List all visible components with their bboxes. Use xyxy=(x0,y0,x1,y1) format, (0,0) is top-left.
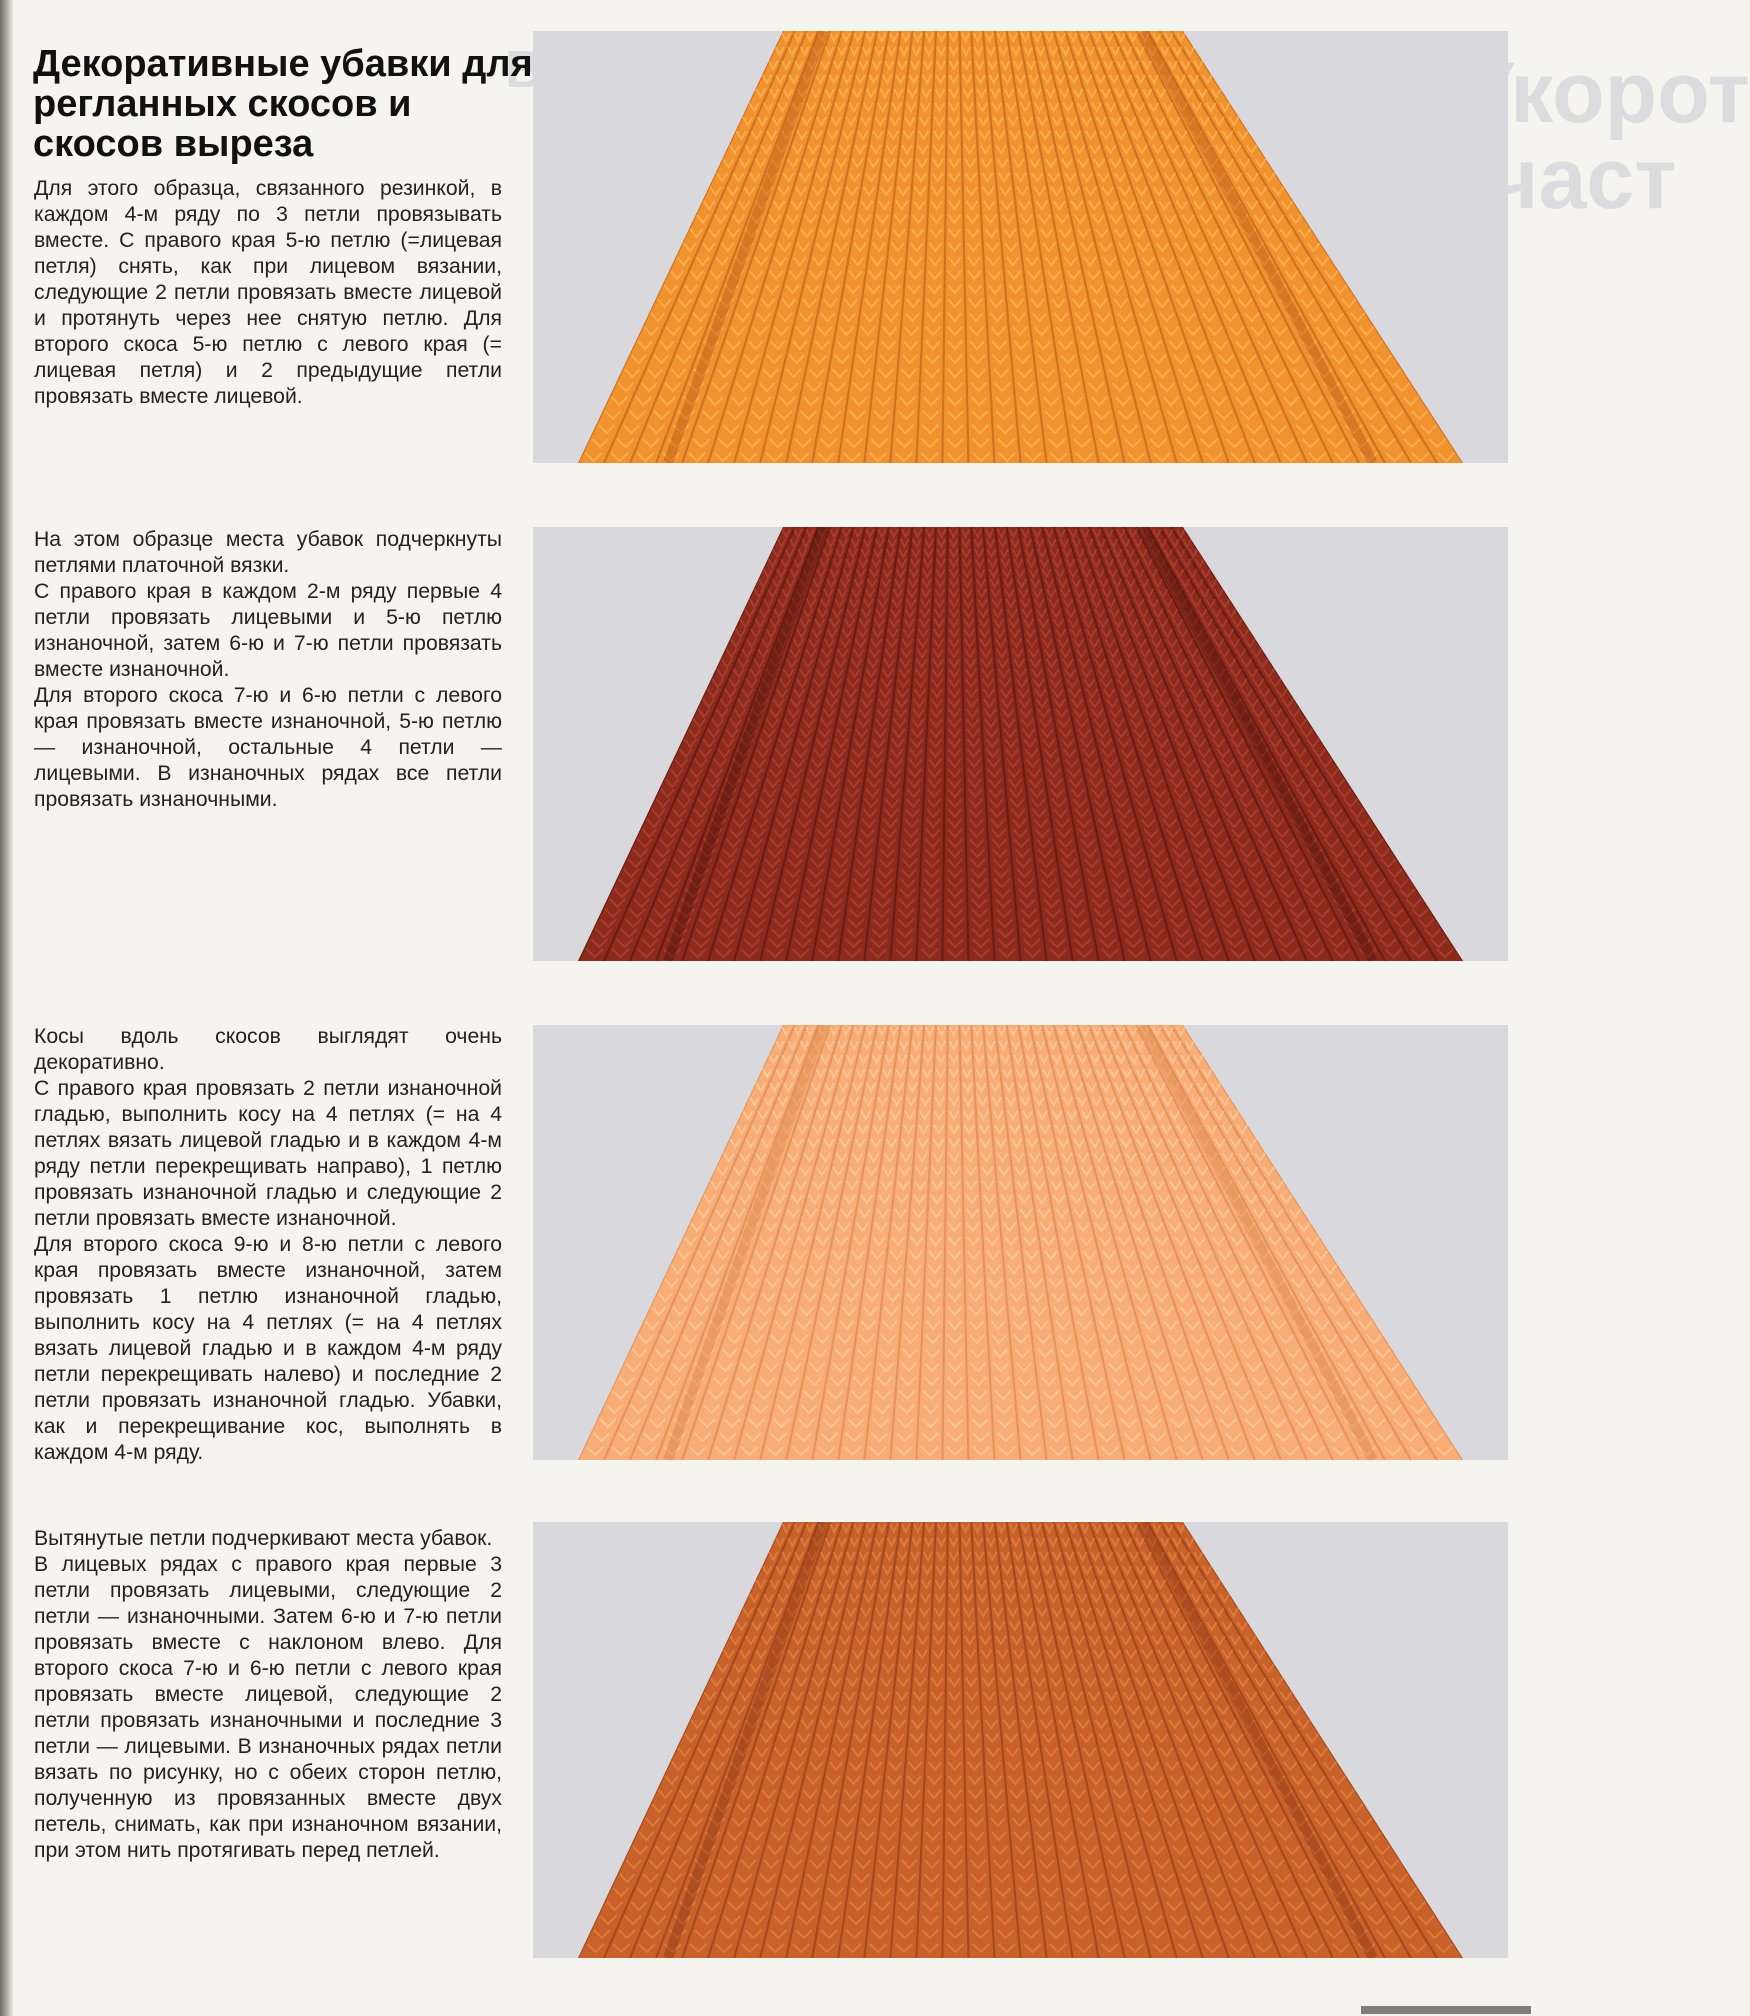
sample-photo-2 xyxy=(533,527,1508,961)
swatch-image xyxy=(533,1522,1508,1958)
paragraph: Для второго скоса 9-ю и 8-ю петли с левого края провязать вместе изнаночной, затем провязать 1 петлю изнаночной гладью, выполнить косу на 4 петлях (= на 4 петлях вязать лицевой гладью и в каждом 4-м ряду петли перекрещивать налево) и последние 2 петли провязать изнаночной гладью. Убавки, как и перекрещивание кос, выполнять в каждом 4-м ряду. xyxy=(34,1233,502,1464)
sample-photo-1 xyxy=(533,31,1508,463)
description-block-3 xyxy=(34,1024,502,1466)
sample-photo-4 xyxy=(533,1522,1508,1958)
sample-photo-3 xyxy=(533,1025,1508,1460)
paragraph: Для второго скоса 7-ю и 6-ю петли с левого края провязать вместе изнаночной, 5-ю петлю — изнаночной, остальные 4 петли — лицевыми. В изнаночных рядах все петли провязать изнаночными. xyxy=(34,684,502,811)
paragraph: С правого края провязать 2 петли изнаночной гладью, выполнить косу на 4 петлях (= на 4 петлях вязать лицевой гладью и в каждом 4-м ряду петли перекрещивать направо), 1 петлю провязать изнаночной гладью и следующие 2 петли провязать вместе изнаночной. xyxy=(34,1077,502,1230)
paragraph: С правого края в каждом 2-м ряду первые 4 петли провязать лицевыми и 5-ю петлю изнаночной, затем 6-ю и 7-ю петли провязать вместе изнаночной. xyxy=(34,580,502,681)
page-footer-mark xyxy=(1361,2006,1531,2014)
description-block-2 xyxy=(34,527,502,813)
page-title: Декоративные убавки для регланных скосов и скосов выреза xyxy=(33,43,533,165)
page-binding-shadow xyxy=(0,0,14,2016)
paragraph: Для этого образца, связанного резинкой, в каждом 4-м ряду по 3 петли провязывать вместе. С правого края 5-ю петлю (=лицевая петля) снять, как при лицевом вязании, следующие 2 петли провязать вместе лицевой и протянуть через нее снятую петлю. Для второго скоса 5-ю петлю с левого края (= лицевая петля) и 2 предыдущие петли провязать вместе лицевой. xyxy=(34,177,502,408)
swatch-image xyxy=(533,31,1508,463)
swatch-image xyxy=(533,527,1508,961)
paragraph: Косы вдоль скосов выглядят очень декоративно. xyxy=(34,1025,502,1074)
paragraph: Вытянутые петли подчеркивают места убавок. xyxy=(34,1527,493,1550)
swatch-image xyxy=(533,1025,1508,1460)
description-block-4 xyxy=(34,1526,502,1864)
paragraph: На этом образце места убавок подчеркнуты петлями платочной вязки. xyxy=(34,528,502,577)
bleed-through-heading: Укорот (част xyxy=(1460,45,1750,227)
paragraph: В лицевых рядах с правого края первые 3 петли провязать лицевыми, следующие 2 петли — изнаночными. Затем 6-ю и 7-ю петли провязать вместе с наклоном влево. Для второго скоса 7-ю и 6-ю петли с левого края провязать вместе лицевой, следующие 2 петли провязать изнаночными и последние 3 петли — лицевыми. В изнаночных рядах петли вязать по рисунку, но с обеих сторон петлю, полученную из провязанных вместе двух петель, снимать, как при изнаночном вязании, при этом нить протягивать перед петлей. xyxy=(34,1553,502,1862)
description-block-1 xyxy=(34,176,502,410)
